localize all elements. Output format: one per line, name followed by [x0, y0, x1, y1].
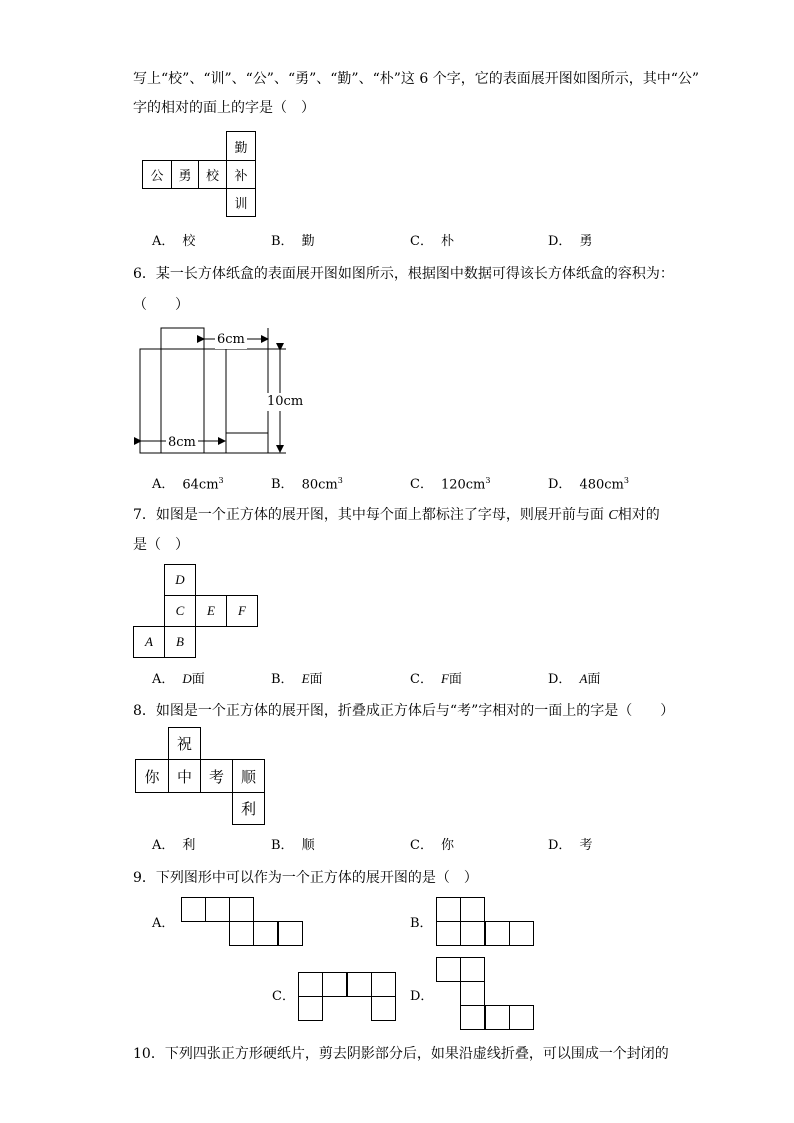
option-label: C． [410, 672, 433, 687]
q5-cell-3: 校 [198, 160, 227, 189]
option-label: A． [152, 838, 175, 853]
q7-cell-d: D [164, 564, 196, 596]
net-square [460, 921, 485, 946]
net-square [485, 921, 510, 946]
option-label: B． [271, 234, 294, 249]
q6-option-c[interactable] [410, 472, 490, 494]
q5-cell-2: 勇 [171, 160, 199, 189]
option-label: C． [410, 234, 433, 249]
net-square [181, 897, 206, 922]
option-label: C． [410, 477, 433, 493]
net-square [205, 897, 230, 922]
q6-option-a[interactable] [152, 472, 224, 494]
q9-option-c-label[interactable]: C． [272, 989, 295, 1004]
q8-option-d[interactable] [548, 837, 592, 855]
option-label: D． [548, 477, 572, 493]
option-var: A [579, 671, 588, 686]
q7-cell-a: A [133, 626, 165, 658]
option-var: D [182, 671, 192, 686]
q7-option-d[interactable] [548, 670, 600, 689]
net-square [347, 972, 372, 997]
q7-option-c[interactable] [410, 670, 462, 689]
option-text: 80cm [301, 477, 338, 493]
option-text: 校 [182, 234, 196, 249]
q9-option-d-label[interactable]: D． [410, 989, 434, 1004]
q7-text-line2: 是（ ） [133, 537, 189, 553]
option-label: B． [271, 838, 294, 853]
q7-cell-b: B [164, 626, 196, 658]
q8-option-b[interactable] [271, 837, 315, 855]
q7-cell-e: E [195, 595, 227, 627]
q7-text-line1 [133, 506, 660, 525]
q7-text-var: C [608, 508, 618, 523]
option-label: A． [152, 234, 175, 249]
option-text: 你 [440, 838, 454, 853]
option-text: 考 [579, 838, 593, 853]
option-text: 面 [309, 672, 323, 687]
q8-cell-bottom: 利 [232, 792, 265, 825]
net-square [298, 972, 323, 997]
q6-dim-right: 10cm [267, 394, 304, 409]
q8-cell-1: 你 [135, 759, 169, 793]
net-square [229, 897, 254, 922]
option-label: B． [271, 672, 294, 687]
option-label: A． [152, 672, 175, 687]
q9-option-a-label[interactable]: A． [152, 916, 175, 931]
q7-option-a[interactable] [152, 670, 205, 689]
option-label: C． [410, 838, 433, 853]
net-square [278, 921, 303, 946]
q5-cell-bottom: 训 [226, 188, 256, 217]
option-exponent: 3 [337, 476, 343, 485]
option-text: 面 [448, 672, 462, 687]
q7-cell-c: C [164, 595, 196, 627]
q7-option-b[interactable] [271, 670, 323, 689]
net-square [371, 972, 396, 997]
option-var: F [440, 671, 449, 686]
option-text: 64cm [182, 477, 219, 493]
net-square [298, 996, 323, 1021]
option-text: 面 [587, 672, 601, 687]
q7-text-pre: 7．如图是一个正方体的展开图，其中每个面上都标注了字母，则展开前与面 [133, 507, 609, 523]
option-label: B． [271, 477, 294, 493]
q6-dim-top: 6cm [217, 332, 245, 347]
net-square [371, 996, 396, 1021]
net-square [460, 897, 485, 922]
q8-cell-top: 祝 [168, 727, 201, 760]
option-exponent: 3 [218, 476, 224, 485]
option-text: 朴 [440, 234, 454, 249]
q5-cell-top: 勤 [226, 131, 256, 161]
net-square [509, 1005, 534, 1030]
net-square [460, 1005, 485, 1030]
q5-cell-4: 补 [226, 160, 256, 189]
q9-text-line1: 9．下列图形中可以作为一个正方体的展开图的是（ ） [133, 870, 478, 886]
option-text: 面 [191, 672, 205, 687]
option-exponent: 3 [623, 476, 629, 485]
q9-option-b-label[interactable]: B． [410, 916, 433, 931]
q5-text-line1: 写上“校”、“训”、“公”、“勇”、“勤”、“朴”这 6 个字，它的表面展开图如图所示，其中“公” [133, 71, 700, 87]
net-square [509, 921, 534, 946]
q5-cell-1: 公 [142, 160, 172, 189]
q8-option-c[interactable] [410, 837, 454, 855]
net-square [460, 957, 485, 982]
q6-dim-bottom: 8cm [168, 435, 196, 450]
option-label: A． [152, 477, 175, 493]
option-label: D． [548, 838, 572, 853]
q6-option-d[interactable] [548, 472, 629, 494]
q6-text-line1: 6．某一长方体纸盒的表面展开图如图所示，根据图中数据可得该长方体纸盒的容积为： [133, 266, 674, 282]
option-text: 顺 [301, 838, 315, 853]
q6-option-b[interactable] [271, 472, 343, 494]
net-square [253, 921, 278, 946]
option-var: E [301, 671, 310, 686]
q6-text-line2: （ ） [133, 297, 189, 313]
net-square [229, 921, 254, 946]
q6-box-net-figure [0, 0, 794, 480]
net-square [460, 981, 485, 1006]
q10-text-line1: 10．下列四张正方形硬纸片，剪去阴影部分后，如果沿虚线折叠，可以围成一个封闭的 [133, 1046, 669, 1062]
q8-cell-4: 顺 [232, 759, 265, 793]
net-square [436, 957, 461, 982]
option-label: D． [548, 234, 572, 249]
net-square [436, 921, 461, 946]
q8-option-a[interactable] [152, 837, 195, 855]
q8-cell-2: 中 [168, 759, 201, 793]
option-text: 勤 [301, 234, 315, 249]
option-exponent: 3 [485, 476, 491, 485]
option-text: 利 [182, 838, 196, 853]
option-text: 勇 [579, 234, 593, 249]
net-square [322, 972, 347, 997]
q7-text-post: 相对的 [617, 507, 660, 523]
option-text: 120cm [440, 477, 486, 493]
q5-text-line2: 字的相对的面上的字是（ ） [133, 100, 315, 116]
q8-text-line1: 8．如图是一个正方体的展开图，折叠成正方体后与“考”字相对的一面上的字是（ ） [133, 703, 675, 719]
option-text: 480cm [579, 477, 624, 493]
net-square [485, 1005, 510, 1030]
q8-cell-3: 考 [200, 759, 233, 793]
net-square [436, 897, 461, 922]
option-label: D． [548, 672, 572, 687]
q7-cell-f: F [226, 595, 258, 627]
